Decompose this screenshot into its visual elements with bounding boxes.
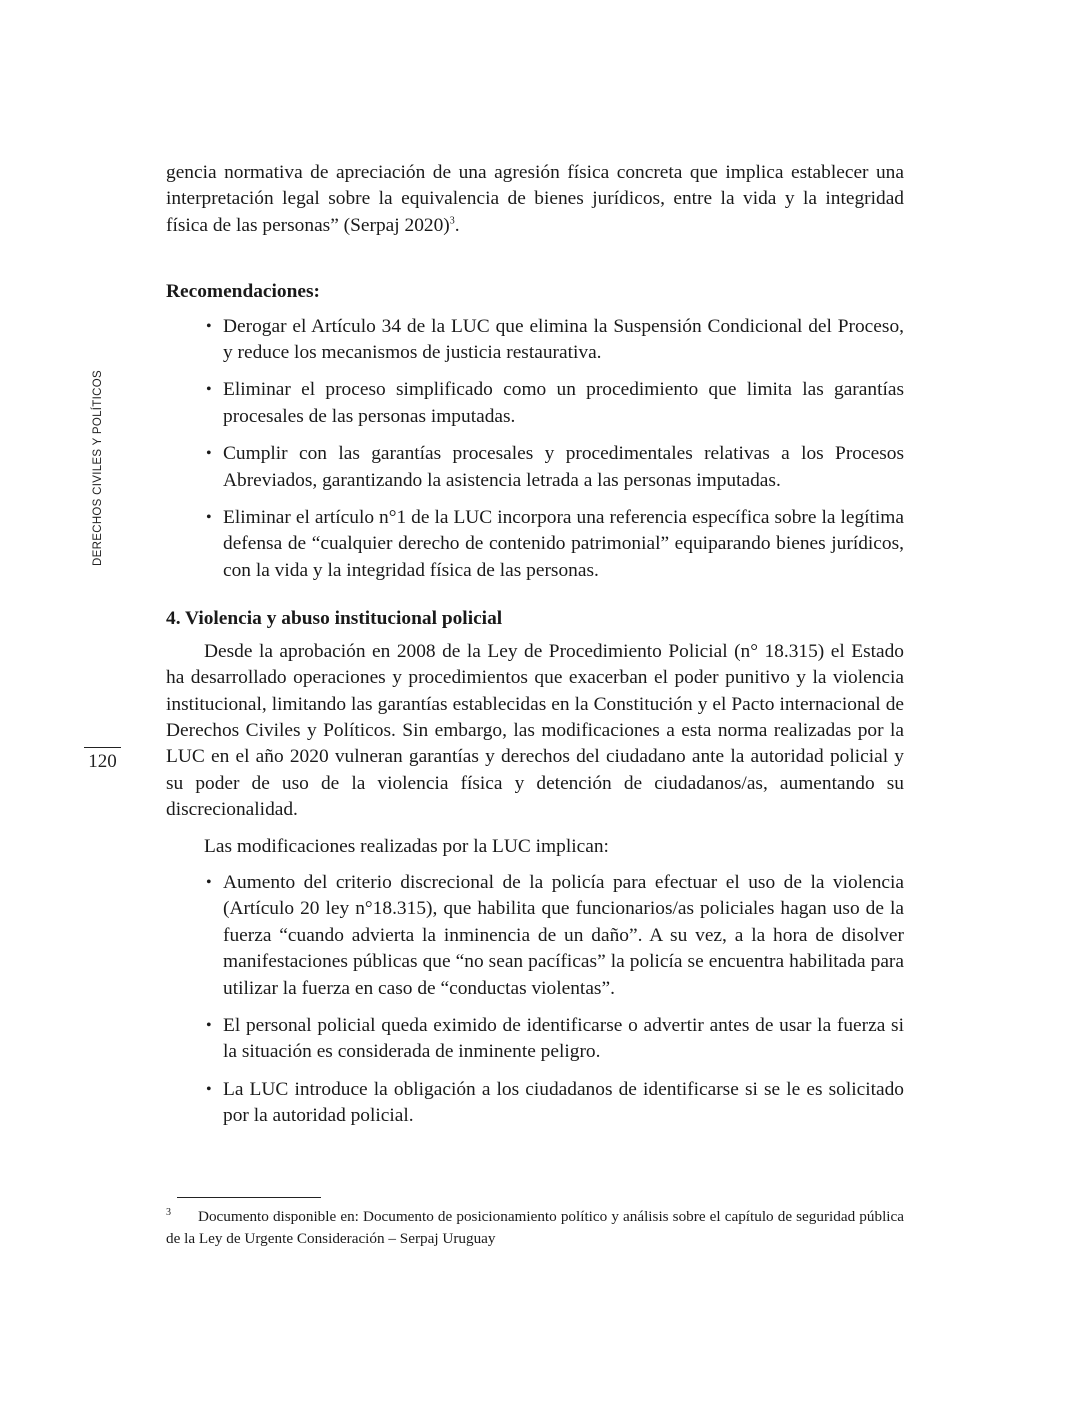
list-item-text: Cumplir con las garantías procesales y procedimentales relativas a los Procesos Abreviados, garantizando la asistencia letrada a las personas imputadas. <box>223 443 904 491</box>
bullet-icon: • <box>206 509 212 527</box>
bullet-icon: • <box>206 1016 212 1034</box>
modifications-list <box>166 870 904 1130</box>
intro-end: . <box>454 214 460 236</box>
list-item-text: Aumento del criterio discrecional de la policía para efectuar el uso de la violencia (Artículo 20 ley n°18.315), que habilita que funcionarios/as policiales hagan uso de la fuerza “cuando advierta la inminencia de un daño”. A su vez, a la hora de disolver manifestaciones públicas que “no sean pacíficas” la policía se encuentra habilitada para utilizar la fuerza en caso de “conductas violentas”. <box>223 871 904 999</box>
footnote-mark: 3 <box>166 1207 171 1218</box>
list-item-text: Eliminar el artículo n°1 de la LUC incorpora una referencia específica sobre la legítima defensa de “cualquier derecho de contenido patrimonial” equiparando bienes jurídicos, con la vida y la integridad física de las personas. <box>223 507 904 581</box>
list-item <box>206 314 904 367</box>
footnote-separator <box>177 1197 321 1198</box>
bullet-icon: • <box>206 1080 212 1098</box>
recommendations-heading: Recomendaciones: <box>166 281 321 303</box>
running-side-title: DERECHOS CIVILES Y POLÍTICOS <box>92 370 104 566</box>
list-item-text: La LUC introduce la obligación a los ciudadanos de identificarse si se le es solicitado por la autoridad policial. <box>223 1078 904 1127</box>
list-item-text: Derogar el Artículo 34 de la LUC que elimina la Suspensión Condicional del Proceso, y reduce los mecanismos de justicia restaurativa. <box>223 315 904 364</box>
section-paragraph-intro-list: Las modificaciones realizadas por la LUC implican: <box>204 835 609 857</box>
list-item-text: El personal policial queda eximido de identificarse o advertir antes de usar la fuerza si la situación es considerada de inminente peligro. <box>223 1014 904 1063</box>
list-item <box>206 441 904 494</box>
page-number-rule <box>84 747 121 748</box>
page-body <box>166 160 904 1141</box>
list-item <box>206 1013 904 1066</box>
bullet-icon: • <box>206 381 212 399</box>
list-item-text: Eliminar el proceso simplificado como un procedimiento que limita las garantías procesales de las personas imputadas. <box>223 379 904 427</box>
bullet-icon: • <box>206 445 212 463</box>
list-item <box>206 870 904 1002</box>
bullet-icon: • <box>206 317 212 335</box>
footnote-reference[interactable]: 3 <box>449 215 455 227</box>
list-item <box>206 1077 904 1130</box>
recommendations-list <box>166 314 904 585</box>
bullet-icon: • <box>206 873 212 891</box>
section-paragraph: Desde la aprobación en 2008 de la Ley de Procedimiento Policial (n° 18.315) el Estado ha desarrollado operaciones y procedimientos que exacerban el poder punitivo y la violencia institucional, limitando las garantías establecidas en la Constitución y el Pacto internacional de Derechos Civiles y Políticos. Sin embargo, las modificaciones a esta norma realizadas por la LUC en el año 2020 vulneran garantías y derechos del ciudadano ante la autoridad policial y su poder de uso de la violencia física y detención de ciudadanos/as, aumentando su discrecionalidad. <box>166 640 904 821</box>
list-item <box>206 377 904 430</box>
section-heading: 4. Violencia y abuso institucional policial <box>166 608 503 630</box>
footnote <box>166 1206 904 1249</box>
footnote-text: Documento disponible en: Documento de posicionamiento político y análisis sobre el capítulo de seguridad pública de la Ley de Urgente Consideración – Serpaj Uruguay <box>166 1208 904 1247</box>
page-number: 120 <box>88 751 117 772</box>
list-item <box>206 505 904 584</box>
intro-text: gencia normativa de apreciación de una agresión física concreta que implica establecer una interpretación legal sobre la equivalencia de bienes jurídicos, entre la vida y la integridad física de las personas” (Serpaj 2020) <box>166 162 904 236</box>
intro-paragraph <box>166 160 904 239</box>
